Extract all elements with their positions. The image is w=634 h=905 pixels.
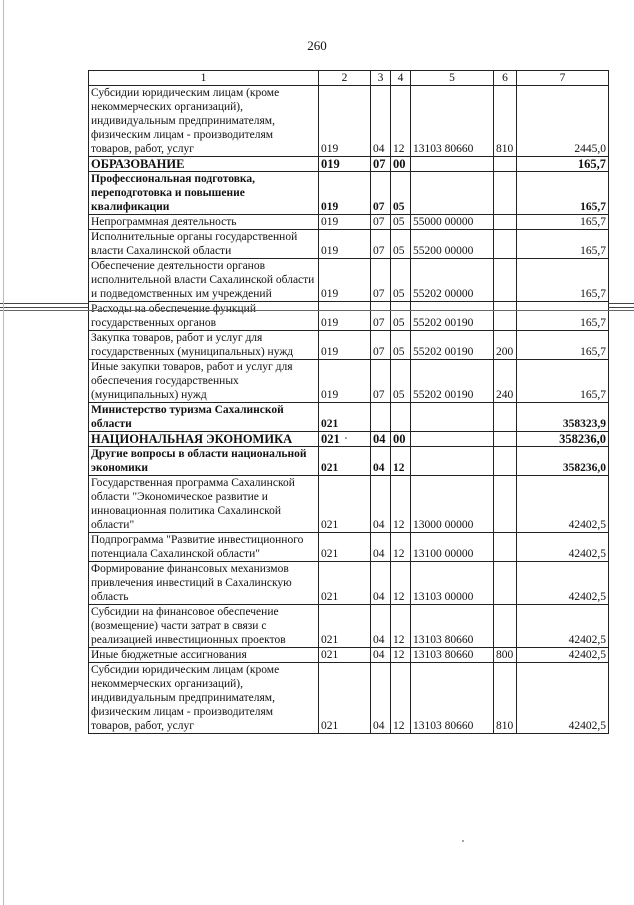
- expense-type-code-cell: [494, 230, 517, 259]
- section-code-cell: 07: [371, 215, 391, 230]
- expense-type-code-cell: [494, 172, 517, 215]
- ministry-code-cell: 019: [319, 302, 371, 331]
- table-row: [89, 215, 609, 230]
- section-code-cell: 04: [371, 447, 391, 476]
- subsection-code-cell: [391, 403, 411, 432]
- amount-cell: 42402,5: [517, 533, 609, 562]
- ministry-code-cell: 021: [319, 447, 371, 476]
- amount-cell: 165,7: [517, 157, 609, 172]
- table-row: [89, 432, 609, 447]
- amount-cell: 42402,5: [517, 663, 609, 734]
- subsection-code-cell: 05: [391, 172, 411, 215]
- item-name-cell: Профессиональная подготовка, переподготовка и повышение квалификации: [89, 172, 319, 215]
- target-article-code-cell: 13103 80660: [411, 86, 494, 157]
- subsection-code-cell: 00: [391, 432, 411, 447]
- expense-type-code-cell: [494, 562, 517, 605]
- target-article-code-cell: 13000 00000: [411, 476, 494, 533]
- item-name-cell: ОБРАЗОВАНИЕ: [89, 157, 319, 172]
- item-name-cell: Исполнительные органы государственной власти Сахалинской области: [89, 230, 319, 259]
- ministry-code-cell: 021: [319, 648, 371, 663]
- ministry-code-cell: 019: [319, 360, 371, 403]
- amount-cell: 165,7: [517, 360, 609, 403]
- section-code-cell: 07: [371, 157, 391, 172]
- expense-type-code-cell: [494, 605, 517, 648]
- ministry-code-cell: 021: [319, 605, 371, 648]
- ministry-code-cell: 019: [319, 331, 371, 360]
- expense-type-code-cell: [494, 476, 517, 533]
- subsection-code-cell: 05: [391, 331, 411, 360]
- subsection-code-cell: 12: [391, 533, 411, 562]
- subsection-code-cell: 05: [391, 259, 411, 302]
- section-code-cell: 07: [371, 302, 391, 331]
- target-article-code-cell: 55200 00000: [411, 230, 494, 259]
- section-code-cell: 04: [371, 663, 391, 734]
- subsection-code-cell: 00: [391, 157, 411, 172]
- table-row: [89, 663, 609, 734]
- subsection-code-cell: 12: [391, 562, 411, 605]
- column-header: 1: [89, 71, 319, 86]
- scan-line: [608, 303, 634, 304]
- column-header: 7: [517, 71, 609, 86]
- scan-line: [0, 303, 88, 304]
- expense-type-code-cell: [494, 215, 517, 230]
- ministry-code-cell: 019: [319, 86, 371, 157]
- scan-speck: [345, 437, 347, 439]
- item-name-cell: Формирование финансовых механизмов привлечения инвестиций в Сахалинскую область: [89, 562, 319, 605]
- target-article-code-cell: 13103 80660: [411, 663, 494, 734]
- table-row: [89, 172, 609, 215]
- subsection-code-cell: 12: [391, 86, 411, 157]
- target-article-code-cell: 55202 00190: [411, 360, 494, 403]
- scan-edge: [3, 0, 4, 905]
- expense-type-code-cell: 810: [494, 86, 517, 157]
- ministry-code-cell: 021: [319, 403, 371, 432]
- expense-type-code-cell: 810: [494, 663, 517, 734]
- subsection-code-cell: 05: [391, 302, 411, 331]
- scan-line: [608, 307, 634, 308]
- table-row: [89, 648, 609, 663]
- expense-type-code-cell: 200: [494, 331, 517, 360]
- amount-cell: 358236,0: [517, 432, 609, 447]
- ministry-code-cell: 021: [319, 533, 371, 562]
- ministry-code-cell: 019: [319, 157, 371, 172]
- item-name-cell: Обеспечение деятельности органов исполнительной власти Сахалинской области и подведомственных им учреждений: [89, 259, 319, 302]
- target-article-code-cell: 55202 00000: [411, 259, 494, 302]
- target-article-code-cell: 55202 00190: [411, 302, 494, 331]
- subsection-code-cell: 12: [391, 663, 411, 734]
- expense-type-code-cell: [494, 533, 517, 562]
- section-code-cell: 07: [371, 172, 391, 215]
- target-article-code-cell: 55202 00190: [411, 331, 494, 360]
- column-header: 6: [494, 71, 517, 86]
- expense-type-code-cell: [494, 432, 517, 447]
- expense-type-code-cell: [494, 157, 517, 172]
- scan-speck: [462, 840, 464, 842]
- ministry-code-cell: 021: [319, 562, 371, 605]
- amount-cell: 358236,0: [517, 447, 609, 476]
- subsection-code-cell: 12: [391, 605, 411, 648]
- amount-cell: 165,7: [517, 230, 609, 259]
- table-row: [89, 562, 609, 605]
- section-code-cell: [371, 403, 391, 432]
- item-name-cell: НАЦИОНАЛЬНАЯ ЭКОНОМИКА: [89, 432, 319, 447]
- table-body: [89, 86, 609, 734]
- item-name-cell: Субсидии юридическим лицам (кроме некоммерческих организаций), индивидуальным предпринимателям, физическим лицам - производителям товаров, работ, услуг: [89, 86, 319, 157]
- target-article-code-cell: 13103 00000: [411, 562, 494, 605]
- section-code-cell: 07: [371, 360, 391, 403]
- amount-cell: 42402,5: [517, 605, 609, 648]
- amount-cell: 42402,5: [517, 476, 609, 533]
- column-header: 5: [411, 71, 494, 86]
- section-code-cell: 04: [371, 86, 391, 157]
- amount-cell: 165,7: [517, 172, 609, 215]
- ministry-code-cell: 019: [319, 172, 371, 215]
- expense-type-code-cell: [494, 447, 517, 476]
- item-name-cell: Субсидии юридическим лицам (кроме некоммерческих организаций), индивидуальным предпринимателям, физическим лицам - производителям товаров, работ, услуг: [89, 663, 319, 734]
- item-name-cell: Субсидии на финансовое обеспечение (возмещение) части затрат в связи с реализацией инвестиционных проектов: [89, 605, 319, 648]
- target-article-code-cell: [411, 157, 494, 172]
- item-name-cell: Иные бюджетные ассигнования: [89, 648, 319, 663]
- table-row: [89, 403, 609, 432]
- table-row: [89, 230, 609, 259]
- item-name-cell: Непрограммная деятельность: [89, 215, 319, 230]
- subsection-code-cell: 12: [391, 447, 411, 476]
- column-header: 2: [319, 71, 371, 86]
- amount-cell: 42402,5: [517, 562, 609, 605]
- table-row: [89, 331, 609, 360]
- target-article-code-cell: 55000 00000: [411, 215, 494, 230]
- table-row: [89, 360, 609, 403]
- section-code-cell: 04: [371, 562, 391, 605]
- item-name-cell: Государственная программа Сахалинской области "Экономическое развитие и инновационная политика Сахалинской области": [89, 476, 319, 533]
- amount-cell: 165,7: [517, 302, 609, 331]
- amount-cell: 165,7: [517, 215, 609, 230]
- budget-table: [88, 70, 609, 734]
- table-row: [89, 302, 609, 331]
- item-name-cell: Расходы на обеспечение функций государственных органов: [89, 302, 319, 331]
- amount-cell: 165,7: [517, 259, 609, 302]
- table-row: [89, 476, 609, 533]
- target-article-code-cell: [411, 447, 494, 476]
- subsection-code-cell: 12: [391, 648, 411, 663]
- table-row: [89, 86, 609, 157]
- expense-type-code-cell: [494, 259, 517, 302]
- section-code-cell: 07: [371, 331, 391, 360]
- section-code-cell: 07: [371, 230, 391, 259]
- table-row: [89, 259, 609, 302]
- page-number: 260: [307, 38, 327, 53]
- item-name-cell: Другие вопросы в области национальной экономики: [89, 447, 319, 476]
- subsection-code-cell: 05: [391, 215, 411, 230]
- ministry-code-cell: 021: [319, 663, 371, 734]
- amount-cell: 165,7: [517, 331, 609, 360]
- expense-type-code-cell: [494, 403, 517, 432]
- expense-type-code-cell: 240: [494, 360, 517, 403]
- ministry-code-cell: 021: [319, 476, 371, 533]
- item-name-cell: Министерство туризма Сахалинской области: [89, 403, 319, 432]
- section-code-cell: 04: [371, 476, 391, 533]
- column-header: 3: [371, 71, 391, 86]
- item-name-cell: Подпрограмма "Развитие инвестиционного потенциала Сахалинской области": [89, 533, 319, 562]
- section-code-cell: 04: [371, 432, 391, 447]
- table-row: [89, 605, 609, 648]
- subsection-code-cell: 12: [391, 476, 411, 533]
- table-row: [89, 447, 609, 476]
- amount-cell: 358323,9: [517, 403, 609, 432]
- column-header: 4: [391, 71, 411, 86]
- item-name-cell: Иные закупки товаров, работ и услуг для обеспечения государственных (муниципальных) нужд: [89, 360, 319, 403]
- section-code-cell: 04: [371, 533, 391, 562]
- ministry-code-cell: 019: [319, 230, 371, 259]
- ministry-code-cell: 019: [319, 215, 371, 230]
- target-article-code-cell: 13100 00000: [411, 533, 494, 562]
- amount-cell: 2445,0: [517, 86, 609, 157]
- target-article-code-cell: 13103 80660: [411, 648, 494, 663]
- subsection-code-cell: 05: [391, 360, 411, 403]
- section-code-cell: 07: [371, 259, 391, 302]
- item-name-cell: Закупка товаров, работ и услуг для государственных (муниципальных) нужд: [89, 331, 319, 360]
- section-code-cell: 04: [371, 648, 391, 663]
- table-row: [89, 157, 609, 172]
- expense-type-code-cell: [494, 302, 517, 331]
- target-article-code-cell: [411, 172, 494, 215]
- amount-cell: 42402,5: [517, 648, 609, 663]
- scan-line: [0, 307, 88, 308]
- target-article-code-cell: [411, 432, 494, 447]
- scan-line: [0, 310, 634, 311]
- expense-type-code-cell: 800: [494, 648, 517, 663]
- table-row: [89, 533, 609, 562]
- ministry-code-cell: 021: [319, 432, 371, 447]
- target-article-code-cell: [411, 403, 494, 432]
- header-row: [89, 71, 609, 86]
- subsection-code-cell: 05: [391, 230, 411, 259]
- section-code-cell: 04: [371, 605, 391, 648]
- ministry-code-cell: 019: [319, 259, 371, 302]
- target-article-code-cell: 13103 80660: [411, 605, 494, 648]
